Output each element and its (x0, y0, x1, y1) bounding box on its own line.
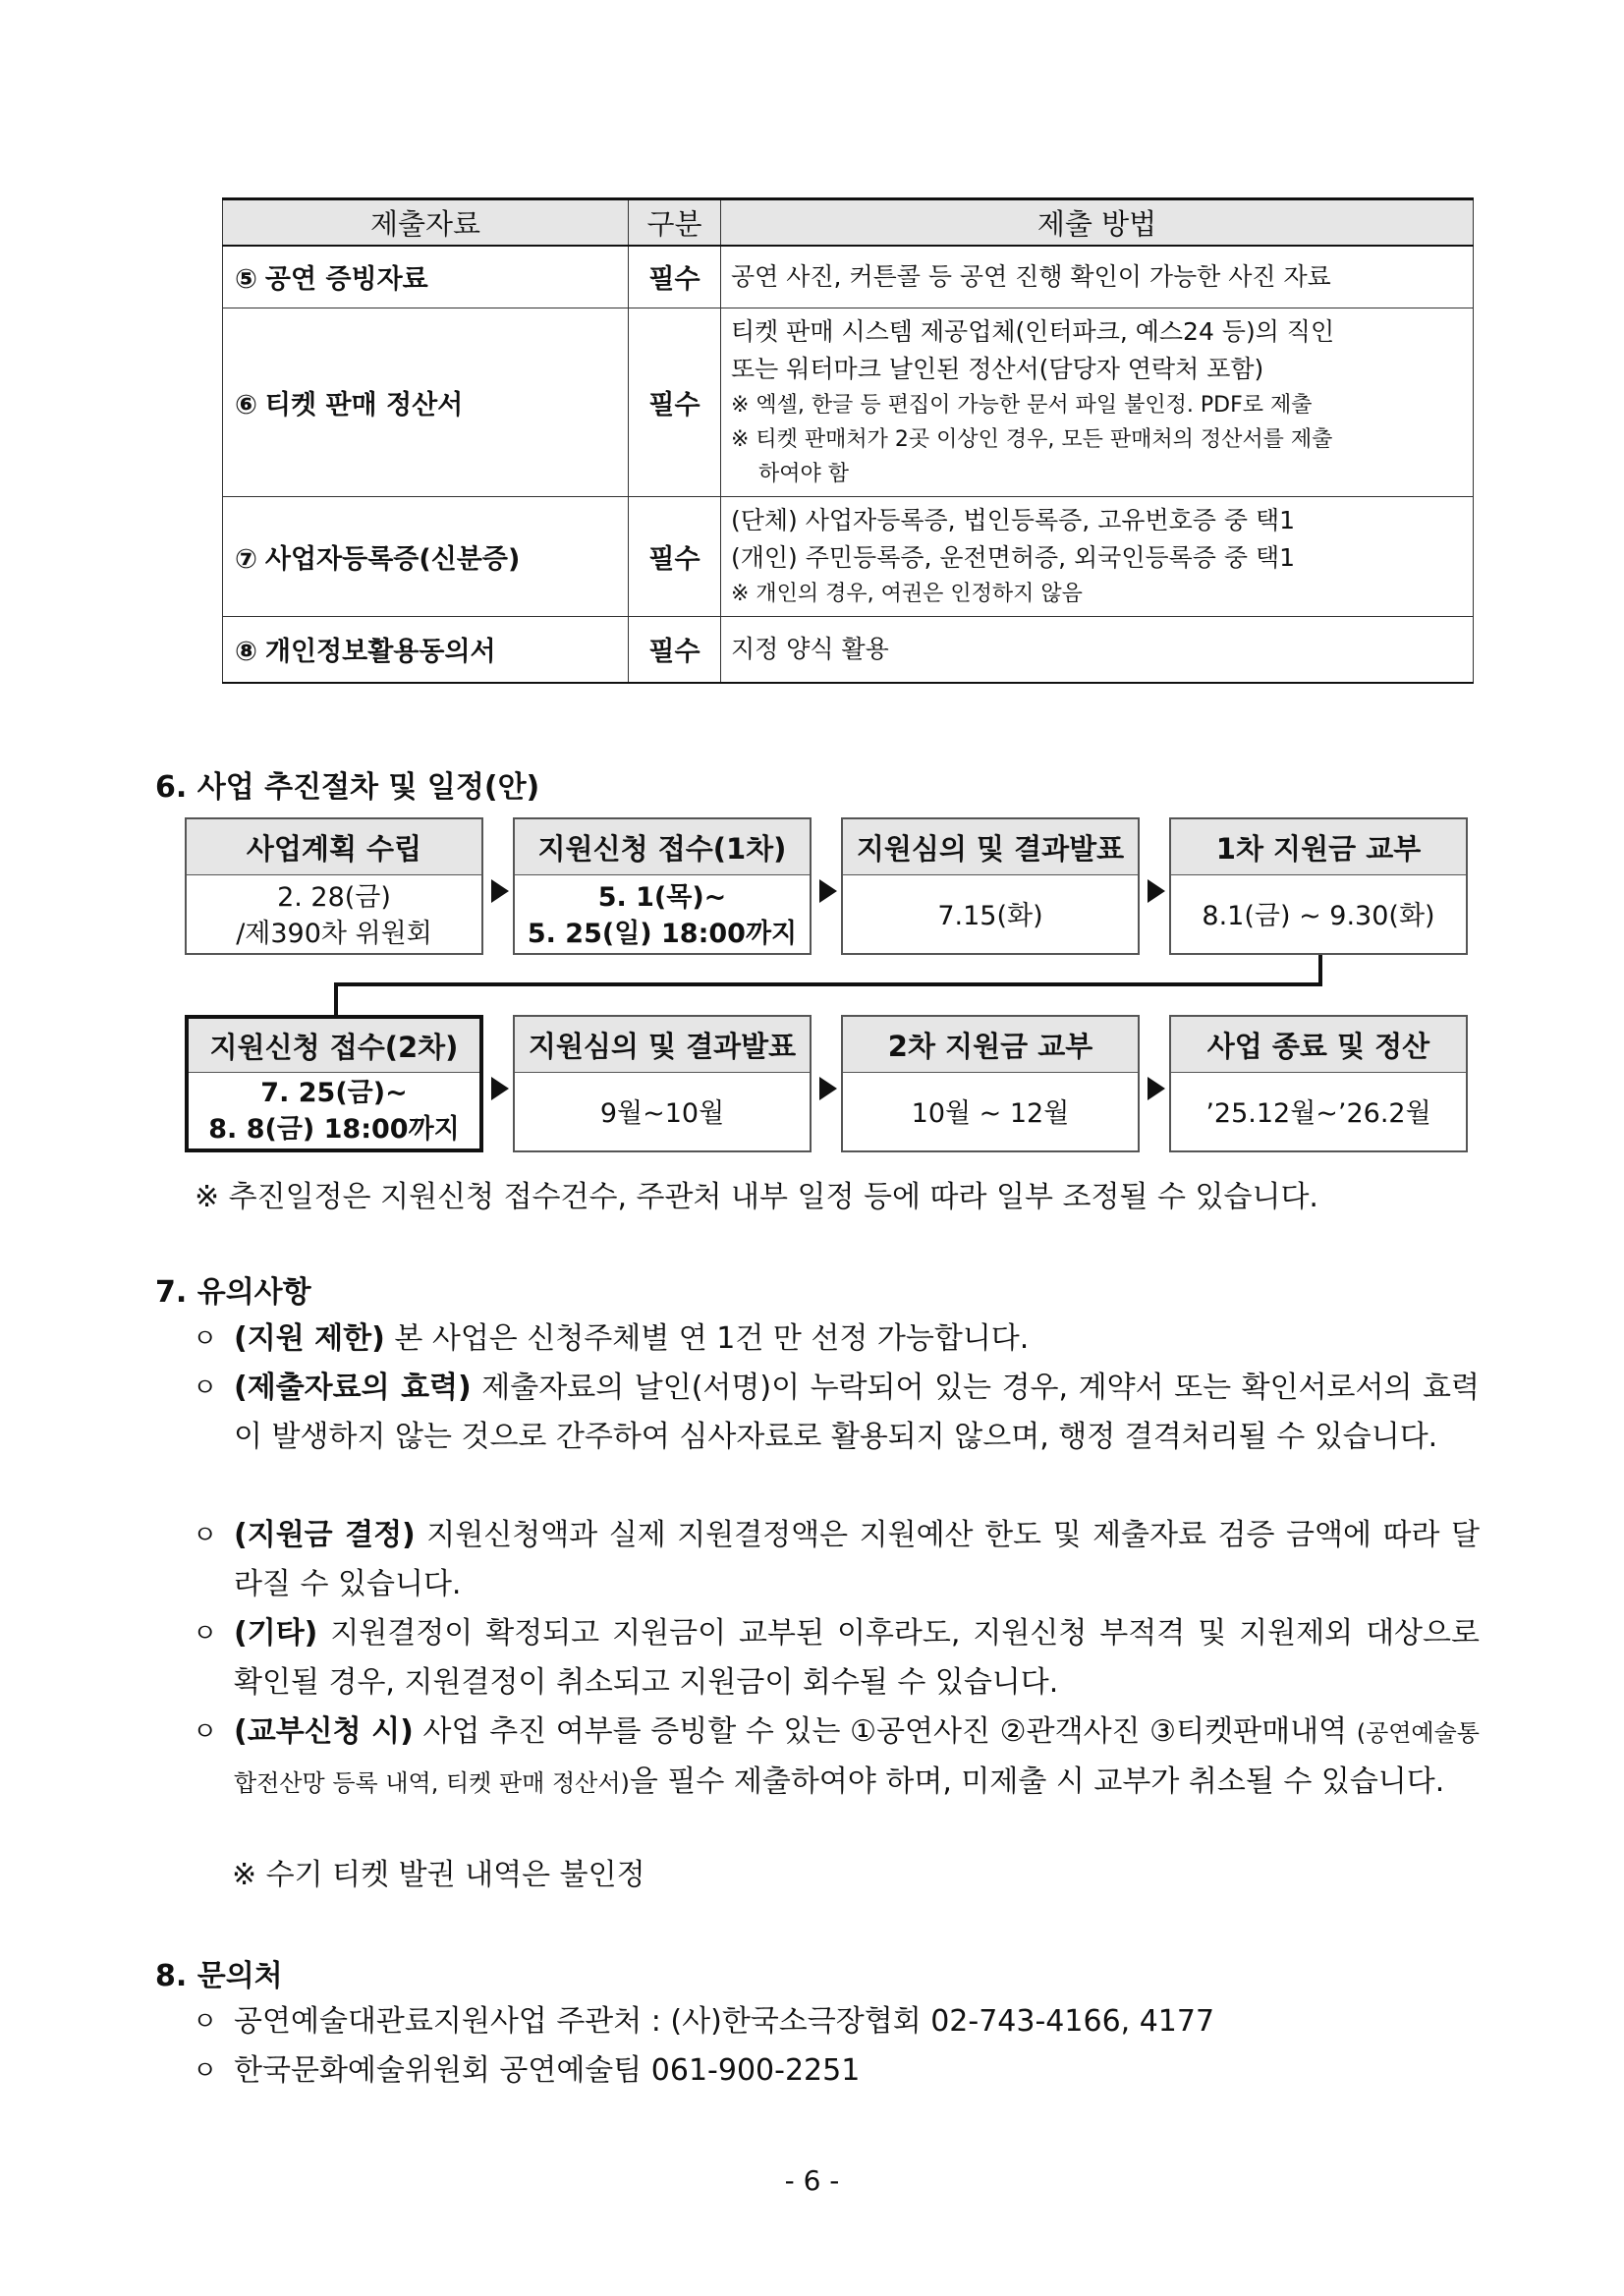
step-title: 2차 지원금 교부 (843, 1017, 1138, 1073)
step-date (187, 875, 481, 956)
doc-method (721, 496, 1474, 616)
step-title: 지원심의 및 결과발표 (843, 819, 1138, 875)
method-note: ※ 엑셀, 한글 등 편집이 가능한 문서 파일 불인정. PDF로 제출 (731, 392, 1313, 418)
contact-text: 한국문화예술위원회 공연예술팀 061-900-2251 (234, 2053, 861, 2088)
step-date-line: 7. 25(금)~ (260, 1078, 408, 1108)
bullet-icon: ㅇ (193, 1521, 218, 1550)
method-line: 또는 워터마크 날인된 정산서(담당자 연락처 포함) (731, 354, 1264, 383)
step-date-line: 8.1(금) ~ 9.30(화) (1202, 900, 1435, 931)
notice-text (234, 1511, 1480, 1609)
doc-name-cell (223, 496, 629, 616)
step-date (843, 875, 1138, 956)
step-date (1171, 875, 1466, 956)
step-date-line: 5. 1(목)~ (597, 882, 727, 913)
process-step-grant-2 (841, 1015, 1140, 1152)
method-line: 지정 양식 활용 (731, 634, 889, 663)
method-note: ※ 티켓 판매처가 2곳 이상인 경우, 모든 판매처의 정산서를 제출 (731, 426, 1333, 452)
process-step-apply-2 (185, 1015, 483, 1152)
contact-text: 공연예술대관료지원사업 주관처 : (사)한국소극장협회 02-743-4166, 4177 (234, 2004, 1215, 2039)
item-number: ⑥ (235, 389, 257, 420)
process-step-close (1169, 1015, 1468, 1152)
method-line: (단체) 사업자등록증, 법인등록증, 고유번호증 중 택1 (731, 505, 1296, 534)
table-row (223, 246, 1474, 308)
notice-text (234, 1364, 1480, 1462)
bullet-icon: ㅇ (193, 1373, 218, 1403)
notice-label: (지원금 결정) (234, 1518, 416, 1552)
table-header: 구분 (629, 199, 721, 247)
notice-item (193, 1315, 1480, 1364)
contact-item (193, 2046, 1480, 2096)
notice-body: 지원신청액과 실제 지원결정액은 지원예산 한도 및 제출자료 검증 금액에 따라 달라질 수 있습니다. (234, 1518, 1480, 1601)
bullet-icon: ㅇ (193, 2056, 218, 2086)
notice-text (234, 1708, 1480, 1808)
step-title: 지원신청 접수(2차) (189, 1019, 479, 1073)
page-number: - 6 - (784, 2164, 840, 2197)
notice-note: ※ 수기 티켓 발권 내역은 불인정 (232, 1858, 645, 1892)
doc-name: 티켓 판매 정산서 (264, 389, 464, 420)
section-6-title: 6. 사업 추진절차 및 일정(안) (155, 770, 540, 805)
arrow-right-icon (491, 1077, 509, 1100)
doc-type: 필수 (629, 308, 721, 496)
step-date-line: 7.15(화) (937, 900, 1043, 931)
notice-item (193, 1364, 1480, 1462)
connector-line (334, 982, 1322, 986)
notice-item (193, 1609, 1480, 1708)
step-date (1171, 1073, 1466, 1153)
notice-body: 을 필수 제출하여야 하며, 미제출 시 교부가 취소될 수 있습니다. (629, 1764, 1445, 1799)
arrow-right-icon (491, 879, 509, 903)
table-header-row (223, 199, 1474, 247)
doc-name-cell (223, 246, 629, 308)
doc-name-cell (223, 308, 629, 496)
submission-documents-table (222, 197, 1474, 684)
notice-label: (제출자료의 효력) (234, 1371, 472, 1405)
step-date (515, 875, 810, 956)
process-step-review-2 (513, 1015, 812, 1152)
section-8-title: 8. 문의처 (155, 1959, 283, 1993)
table-row (223, 616, 1474, 683)
doc-name-cell (223, 616, 629, 683)
step-date-line: 5. 25(일) 18:00까지 (527, 919, 798, 949)
step-date-line: 10월 ~ 12월 (911, 1097, 1070, 1129)
process-step-apply-1 (513, 817, 812, 955)
method-note: 하여야 함 (758, 461, 850, 486)
arrow-right-icon (819, 879, 837, 903)
step-title: 1차 지원금 교부 (1171, 819, 1466, 875)
method-note: ※ 개인의 경우, 여권은 인정하지 않음 (731, 581, 1083, 606)
section-7-title: 7. 유의사항 (155, 1275, 311, 1310)
step-title: 지원신청 접수(1차) (515, 819, 810, 875)
step-date (515, 1073, 810, 1153)
process-step-review-1 (841, 817, 1140, 955)
bullet-icon: ㅇ (193, 2007, 218, 2037)
notice-item (193, 1708, 1480, 1808)
method-line: (개인) 주민등록증, 운전면허증, 외국인등록증 중 택1 (731, 542, 1296, 572)
doc-name: 사업자등록증(신분증) (264, 543, 521, 575)
step-date-line: ’25.12월~’26.2월 (1205, 1097, 1431, 1129)
arrow-right-icon (1148, 879, 1165, 903)
method-line: 티켓 판매 시스템 제공업체(인터파크, 예스24 등)의 직인 (731, 316, 1335, 346)
step-date (189, 1073, 479, 1149)
notice-text (234, 1609, 1480, 1708)
table-row (223, 308, 1474, 496)
bullet-icon: ㅇ (193, 1717, 218, 1747)
item-number: ⑦ (235, 543, 257, 575)
notice-label: (교부신청 시) (234, 1714, 414, 1749)
item-number: ⑧ (235, 637, 257, 668)
step-title: 지원심의 및 결과발표 (515, 1017, 810, 1073)
arrow-right-icon (1148, 1077, 1165, 1100)
bullet-icon: ㅇ (193, 1619, 218, 1649)
doc-type: 필수 (629, 246, 721, 308)
step-title: 사업계획 수립 (187, 819, 481, 875)
step-title: 사업 종료 및 정산 (1171, 1017, 1466, 1073)
arrow-right-icon (819, 1077, 837, 1100)
step-date (843, 1073, 1138, 1153)
doc-name: 공연 증빙자료 (264, 264, 428, 296)
process-step-plan (185, 817, 483, 955)
doc-name: 개인정보활용동의서 (264, 637, 496, 668)
process-step-grant-1 (1169, 817, 1468, 955)
notice-body: 사업 추진 여부를 증빙할 수 있는 ①공연사진 ②관객사진 ③티켓판매내역 (413, 1714, 1348, 1749)
step-date-line: 9월~10월 (599, 1097, 725, 1129)
notice-label: (기타) (234, 1616, 318, 1651)
notice-body: 제출자료의 날인(서명)이 누락되어 있는 경우, 계약서 또는 확인서로서의 효력이 발생하지 않는 것으로 간주하여 심사자료로 활용되지 않으며, 행정 결격처리될 수 있습니다. (234, 1371, 1480, 1454)
schedule-note: ※ 추진일정은 지원신청 접수건수, 주관처 내부 일정 등에 따라 일부 조정될 수 있습니다. (195, 1180, 1318, 1214)
table-header: 제출자료 (223, 199, 629, 247)
connector-line (334, 982, 338, 1016)
doc-type: 필수 (629, 616, 721, 683)
notice-item (193, 1511, 1480, 1609)
doc-type: 필수 (629, 496, 721, 616)
notice-sub: (공연예술통합전산망 등록 내역, 티켓 판매 정산서) (234, 1719, 1480, 1797)
notice-text (234, 1315, 1480, 1364)
step-date-line: /제390차 위원회 (236, 919, 432, 949)
doc-method (721, 616, 1474, 683)
bullet-icon: ㅇ (193, 1324, 218, 1354)
contact-item (193, 1997, 1480, 2046)
notice-label: (지원 제한) (234, 1321, 385, 1356)
notice-body: 본 사업은 신청주체별 연 1건 만 선정 가능합니다. (384, 1321, 1030, 1356)
item-number: ⑤ (235, 264, 257, 296)
doc-method (721, 308, 1474, 496)
step-date-line: 8. 8(금) 18:00까지 (208, 1114, 460, 1145)
doc-method (721, 246, 1474, 308)
notice-body: 지원결정이 확정되고 지원금이 교부된 이후라도, 지원신청 부적격 및 지원제외 대상으로 확인될 경우, 지원결정이 취소되고 지원금이 회수될 수 있습니다. (234, 1616, 1480, 1700)
method-line: 공연 사진, 커튼콜 등 공연 진행 확인이 가능한 사진 자료 (731, 261, 1331, 291)
step-date-line: 2. 28(금) (277, 882, 391, 913)
table-row (223, 496, 1474, 616)
table-header: 제출 방법 (721, 199, 1474, 247)
